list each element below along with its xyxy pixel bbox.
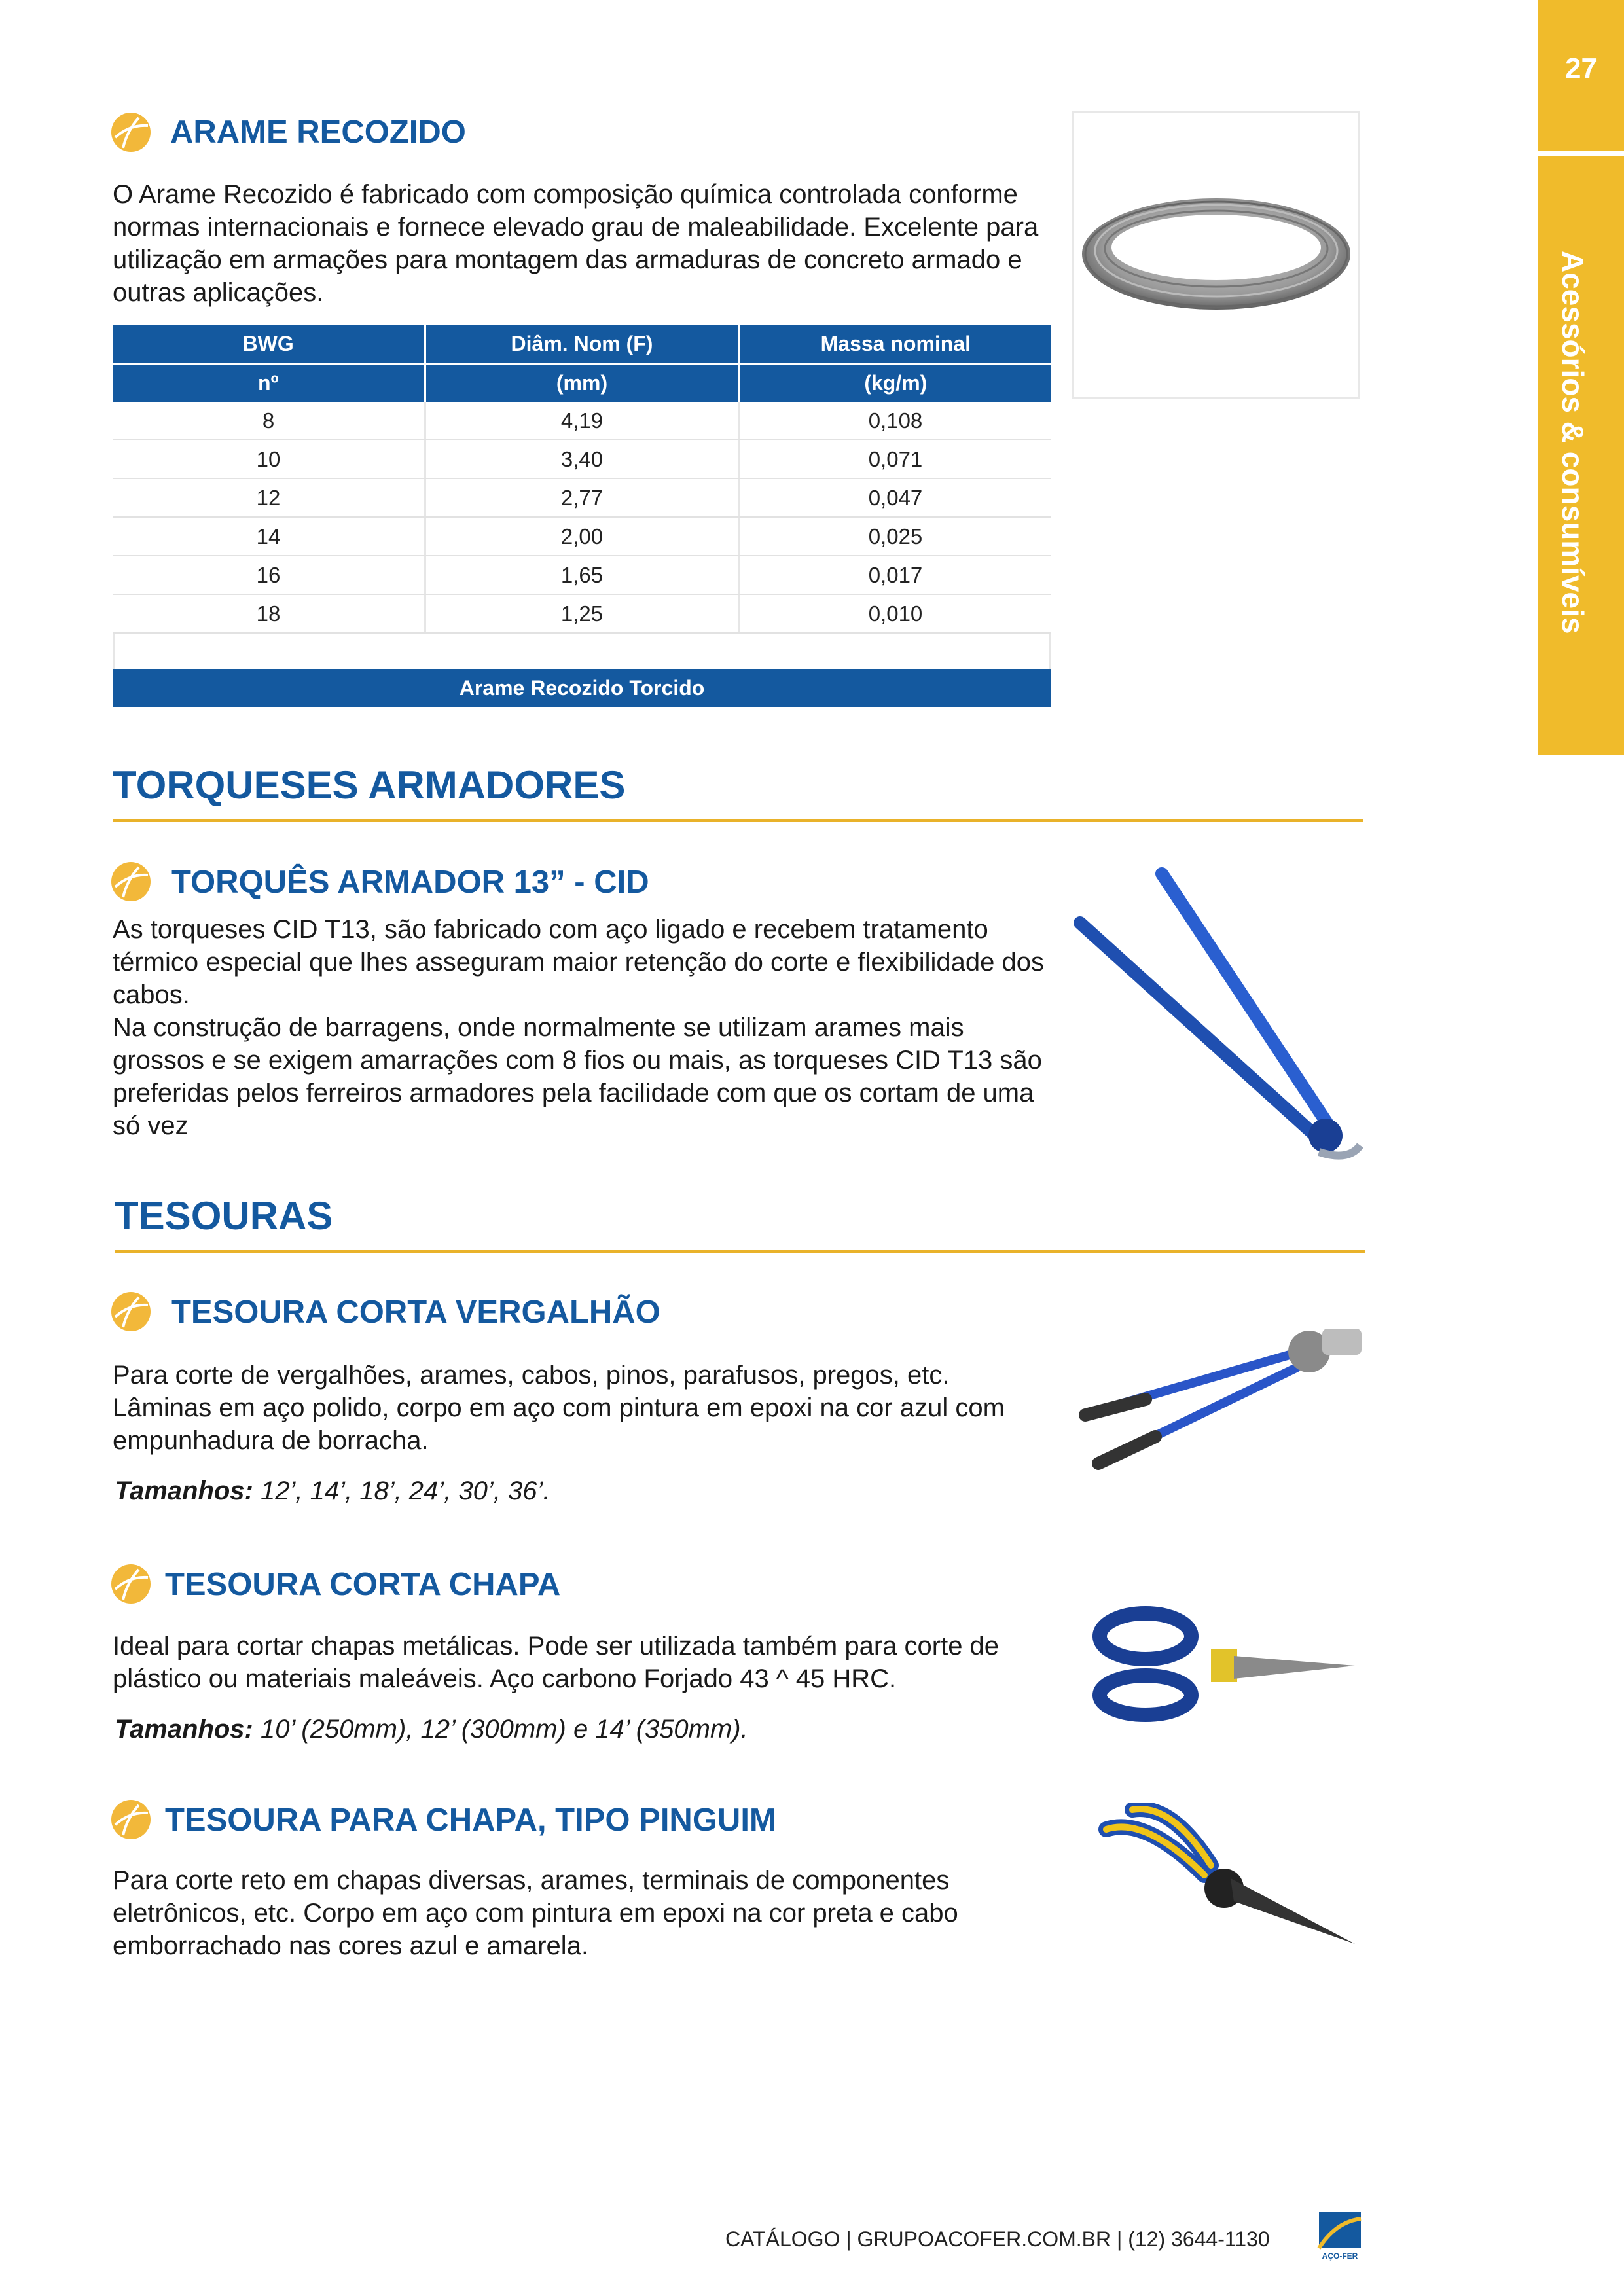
logo-text: AÇO-FER bbox=[1322, 2251, 1358, 2261]
vergalhao-title: TESOURA CORTA VERGALHÃO bbox=[171, 1295, 660, 1330]
table-unit-cell: (kg/m) bbox=[864, 371, 928, 395]
table-header-row bbox=[113, 325, 1051, 363]
pinguim-title: TESOURA PARA CHAPA, TIPO PINGUIM bbox=[165, 1803, 776, 1838]
table-cell: 1,25 bbox=[426, 595, 740, 632]
section-divider bbox=[113, 819, 1363, 822]
table-cell: 4,19 bbox=[426, 402, 740, 439]
torques-description bbox=[113, 913, 1055, 1142]
table-row bbox=[113, 479, 1051, 518]
sizes-value: 12’, 14’, 18’, 24’, 30’, 36’. bbox=[253, 1477, 550, 1505]
wire-coil-image bbox=[1072, 111, 1360, 399]
globe-bullet-icon bbox=[110, 1563, 152, 1605]
torques-pincer-image bbox=[1060, 864, 1388, 1172]
table-cell: 0,071 bbox=[868, 446, 923, 471]
torques-paragraph-2: Na construção de barragens, onde normalmente se utilizam arames mais grossos e se exigem amarrações com 8 fios ou mais, as torqueses CID T13 são preferidas pelos ferreiros armadores pela facilidade com que os cortam de uma só vez bbox=[113, 1013, 1042, 1140]
table-row bbox=[113, 595, 1051, 634]
page-number-tab bbox=[1538, 0, 1624, 151]
table-cell: 10 bbox=[113, 440, 426, 478]
chapa-description: Ideal para cortar chapas metálicas. Pode ser utilizada também para corte de plástico ou materiais maleáveis. Aço carbono Forjado 43 ^ 45 HRC. bbox=[113, 1632, 1000, 1693]
table-row bbox=[113, 440, 1051, 479]
table-header-cell: BWG bbox=[113, 325, 426, 363]
table-row bbox=[113, 402, 1051, 440]
section-side-tab bbox=[1538, 156, 1624, 755]
acofer-logo-icon bbox=[1316, 2209, 1364, 2261]
table-spacer bbox=[113, 634, 1051, 669]
table-cell: 2,77 bbox=[426, 479, 740, 516]
tesouras-section-title: TESOURAS bbox=[115, 1194, 333, 1238]
arame-description: O Arame Recozido é fabricado com composição química controlada conforme normas internacionais e fornece elevado grau de maleabilidade. Excelente para utilização em armações para montagem das armaduras de concreto armado e outras aplicações. bbox=[113, 180, 1039, 307]
side-tab-label: Acessórios & consumíveis bbox=[1556, 251, 1590, 634]
globe-bullet-icon bbox=[110, 1799, 152, 1840]
table-cell: 0,010 bbox=[868, 601, 923, 626]
sheet-shears-image bbox=[1087, 1604, 1362, 1728]
globe-bullet-icon bbox=[110, 1291, 152, 1333]
sizes-label: Tamanhos: bbox=[115, 1715, 253, 1744]
table-cell: 0,108 bbox=[868, 408, 923, 433]
arame-title: ARAME RECOZIDO bbox=[170, 115, 466, 150]
table-cell: 8 bbox=[113, 402, 426, 439]
page-number: 27 bbox=[1565, 52, 1597, 84]
globe-bullet-icon bbox=[110, 861, 152, 903]
table-cell: 2,00 bbox=[426, 518, 740, 555]
pinguim-description: Para corte reto em chapas diversas, arames, terminais de componentes eletrônicos, etc. Corpo em aço com pintura em epoxi na cor preta e cabo emborrachado nas cores azul e amarela. bbox=[113, 1866, 958, 1960]
section-divider bbox=[115, 1250, 1365, 1253]
arame-spec-table bbox=[113, 325, 1051, 707]
table-header-cell: Diâm. Nom (F) bbox=[426, 325, 740, 363]
vergalhao-sizes bbox=[115, 1475, 550, 1507]
sizes-value: 10’ (250mm), 12’ (300mm) e 14’ (350mm). bbox=[253, 1715, 748, 1744]
table-cell: 18 bbox=[113, 595, 426, 632]
table-unit-cell: (mm) bbox=[426, 365, 740, 402]
torques-title: TORQUÊS ARMADOR 13” - CID bbox=[171, 865, 649, 900]
table-cell: 0,017 bbox=[868, 562, 923, 587]
table-cell: 3,40 bbox=[426, 440, 740, 478]
sizes-label: Tamanhos: bbox=[115, 1477, 253, 1505]
table-cell: 14 bbox=[113, 518, 426, 555]
table-cell: 0,025 bbox=[868, 524, 923, 548]
table-row bbox=[113, 556, 1051, 595]
torques-paragraph-1: As torqueses CID T13, são fabricado com aço ligado e recebem tratamento térmico especial que lhes asseguram maior retenção do corte e flexibilidade dos cabos. bbox=[113, 915, 1044, 1009]
table-header-cell: Massa nominal bbox=[820, 332, 971, 355]
table-cell: 12 bbox=[113, 479, 426, 516]
footer-text: CATÁLOGO | GRUPOACOFER.COM.BR | (12) 3644-1130 bbox=[725, 2227, 1270, 2251]
table-cell: 0,047 bbox=[868, 485, 923, 510]
torqueses-section-title: TORQUESES ARMADORES bbox=[113, 763, 626, 807]
table-cell: 16 bbox=[113, 556, 426, 594]
table-cell: 1,65 bbox=[426, 556, 740, 594]
table-unit-cell: nº bbox=[113, 365, 426, 402]
table-row bbox=[113, 518, 1051, 556]
vergalhao-description: Para corte de vergalhões, arames, cabos, pinos, parafusos, pregos, etc. Lâminas em aço polido, corpo em aço com pintura em epoxi na cor azul com empunhadura de borracha. bbox=[113, 1361, 1005, 1455]
bolt-cutter-image bbox=[1074, 1309, 1368, 1479]
chapa-sizes bbox=[115, 1713, 748, 1746]
chapa-title: TESOURA CORTA CHAPA bbox=[165, 1567, 561, 1602]
table-units-row bbox=[113, 363, 1051, 402]
table-footer: Arame Recozido Torcido bbox=[113, 669, 1051, 707]
globe-bullet-icon bbox=[110, 111, 152, 153]
aviation-snips-image bbox=[1093, 1803, 1362, 1960]
